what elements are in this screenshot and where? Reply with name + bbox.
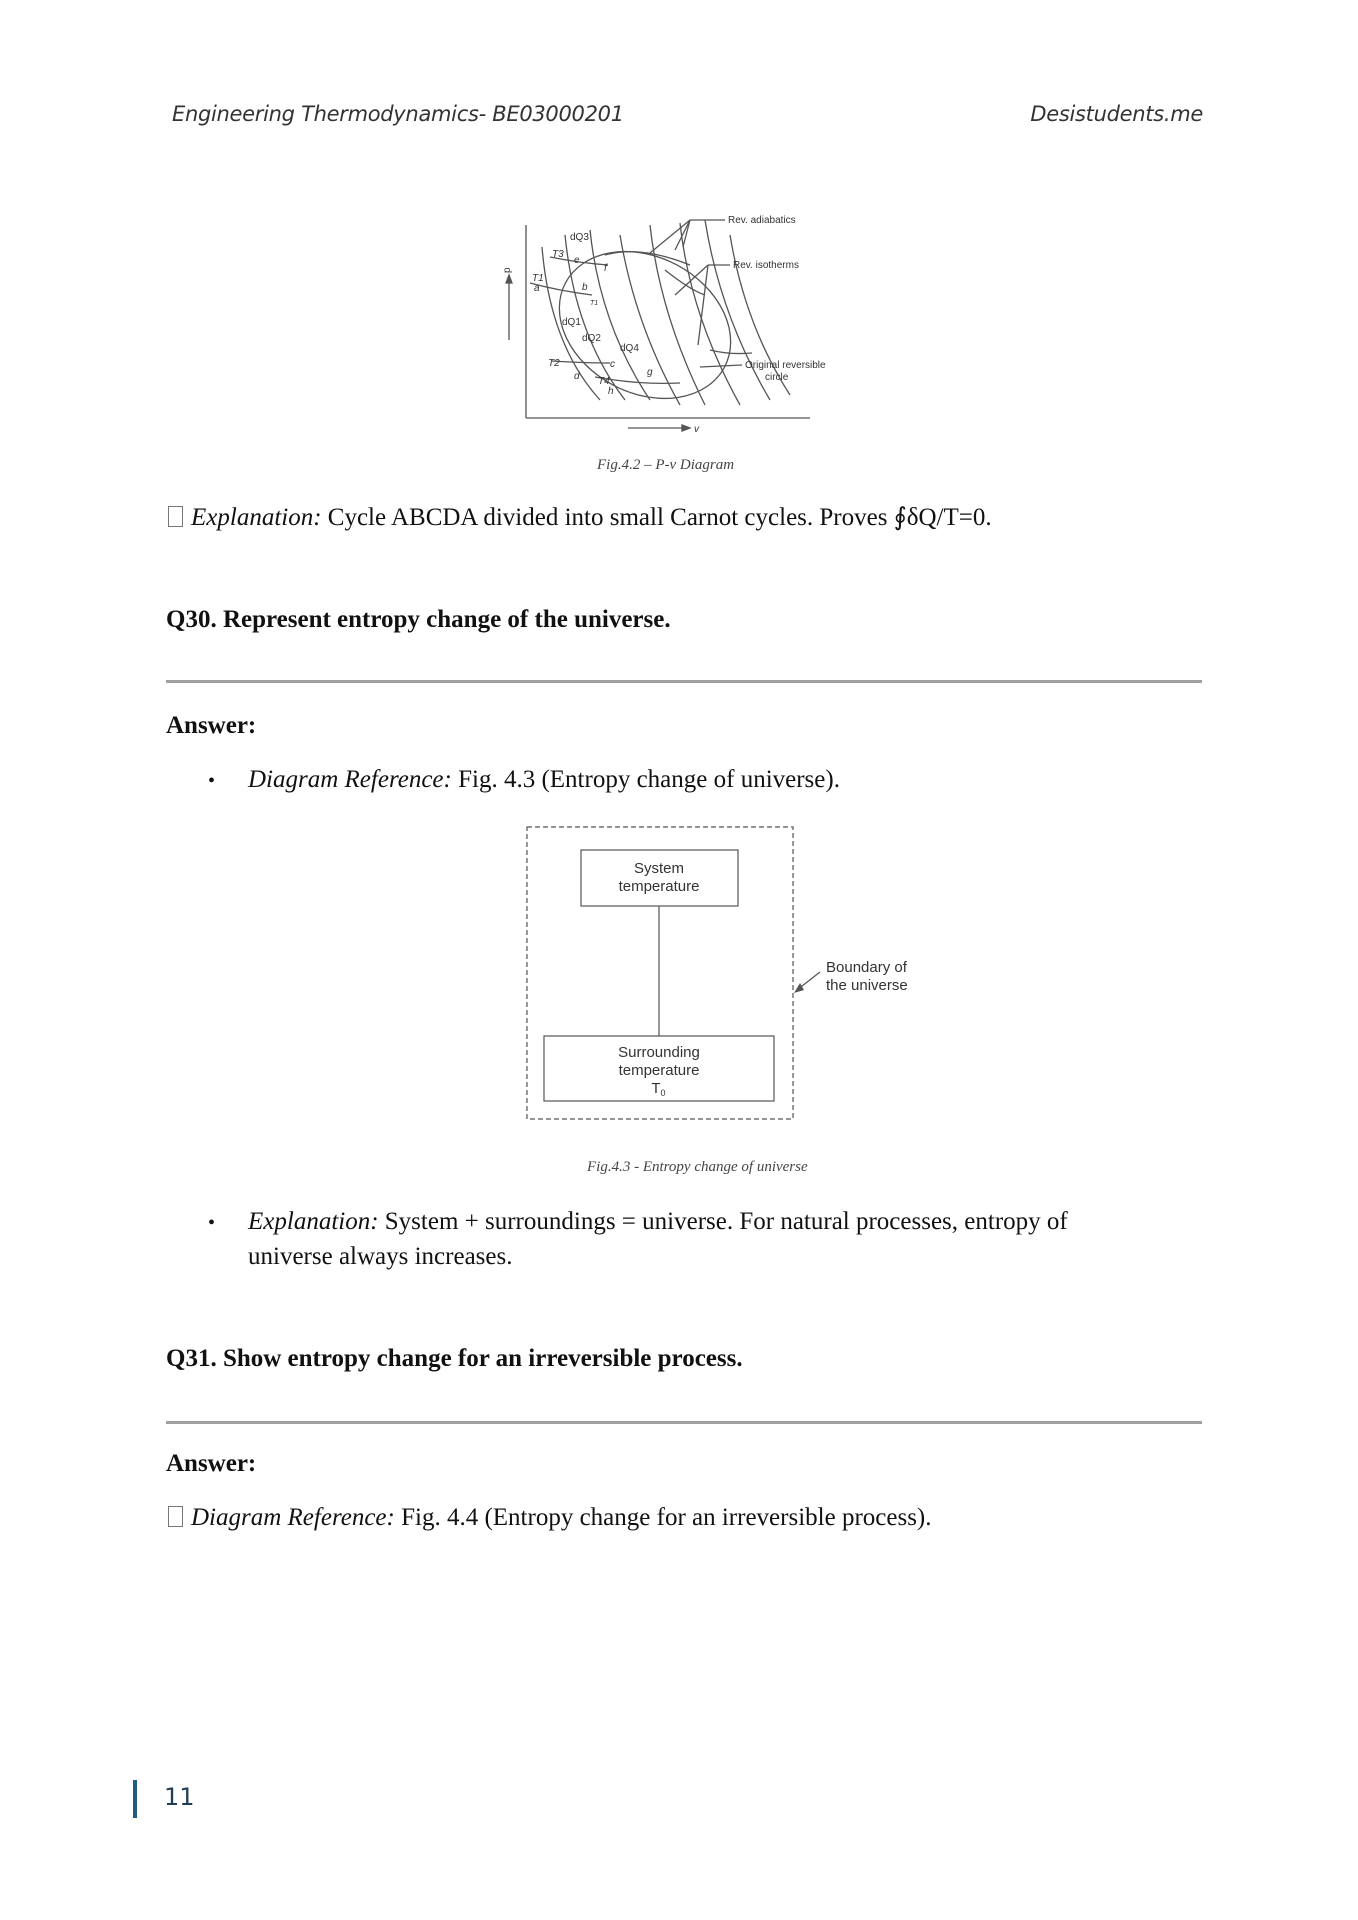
surr-label-2: temperature — [618, 1062, 700, 1079]
q31-heading: Q31. Show entropy change for an irreversible process. — [166, 1345, 743, 1372]
adiabatic-6 — [680, 223, 740, 405]
adiabatic-7 — [705, 220, 770, 400]
fig43-caption: Fig.4.3 - Entropy change of universe — [587, 1159, 808, 1175]
label-dq2: dQ2 — [582, 333, 601, 344]
q30-bullet-2 — [208, 1205, 215, 1240]
boundary-arrow-head — [794, 983, 804, 993]
v-arrow-head — [682, 425, 690, 431]
bullet-dot: • — [208, 770, 216, 792]
q31-ref-text: Fig. 4.4 (Entropy change for an irreversible process). — [394, 1504, 932, 1531]
label-d: d — [574, 371, 580, 382]
callout-circle-1: Original reversible — [745, 360, 826, 371]
boundary-label-1: Boundary of — [826, 959, 907, 976]
explanation-2-text-cont: universe always increases. — [248, 1243, 513, 1270]
adiabatic-8 — [730, 235, 790, 395]
v-axis-label: v — [694, 424, 699, 435]
label-t2: T2 — [548, 358, 560, 369]
label-h: h — [608, 386, 614, 397]
missing-glyph-icon — [168, 1506, 183, 1527]
bullet-dot: • — [208, 1212, 216, 1234]
p-axis-label: p — [502, 267, 513, 273]
label-dq1: dQ1 — [562, 317, 581, 328]
q31-ref-label: Diagram Reference: — [191, 1504, 395, 1531]
diagram-ref-text: Fig. 4.3 (Entropy change of universe). — [451, 766, 840, 793]
system-label-1: System — [633, 860, 685, 877]
p-arrow-head — [506, 275, 512, 283]
explanation-2-text: System + surroundings = universe. For natural processes, entropy of — [378, 1208, 1068, 1235]
universe-diagram — [500, 820, 960, 1190]
q31-divider — [166, 1421, 1202, 1424]
label-t3: T3 — [552, 249, 564, 260]
label-t4: T4 — [598, 376, 610, 387]
isotherm-rlow — [710, 350, 752, 354]
system-label-2: temperature — [618, 878, 700, 895]
label-dq4: dQ4 — [620, 343, 639, 354]
explanation-2-label: Explanation: — [248, 1208, 379, 1235]
adiabatic-5 — [650, 225, 705, 405]
adiabatic-4 — [620, 235, 680, 405]
label-g: g — [647, 367, 653, 378]
q31-diagram-ref — [168, 1501, 932, 1535]
surr-label-sub: 0 — [660, 1088, 666, 1098]
pv-diagram — [490, 195, 890, 485]
label-a: a — [534, 283, 540, 294]
header-title: Engineering Thermodynamics- BE03000201 — [172, 102, 624, 126]
page-number-accent-bar — [133, 1780, 137, 1818]
header-site: Desistudents.me — [1030, 102, 1203, 126]
callout-circle-2: circle — [765, 372, 789, 383]
label-t1-right: T1 — [590, 300, 599, 307]
explanation-1 — [168, 501, 992, 535]
label-f: f — [604, 263, 607, 274]
page-number: 11 — [164, 1783, 195, 1811]
callout-isotherms: Rev. isotherms — [733, 260, 799, 271]
q30-bullet-1 — [208, 763, 215, 798]
q30-bullet-2-text — [248, 1205, 1068, 1239]
q30-bullet-1-text — [248, 763, 840, 797]
fig42-caption: Fig.4.2 – P-v Diagram — [597, 457, 735, 473]
boundary-label-2: the universe — [826, 977, 908, 994]
label-e: e — [574, 255, 580, 266]
missing-glyph-icon — [168, 506, 183, 527]
q30-answer-label: Answer: — [166, 712, 257, 739]
q31-answer-label: Answer: — [166, 1450, 257, 1477]
label-b: b — [582, 282, 588, 293]
callout-adiabatics: Rev. adiabatics — [728, 215, 796, 226]
label-c: c — [610, 359, 615, 370]
surr-label-3: T — [651, 1080, 661, 1097]
diagram-ref-label: Diagram Reference: — [248, 766, 452, 793]
q30-heading: Q30. Represent entropy change of the universe. — [166, 606, 671, 633]
surr-label-1: Surrounding — [618, 1044, 700, 1061]
explanation-1-label: Explanation: — [191, 504, 322, 531]
explanation-1-text: Cycle ABCDA divided into small Carnot cycles. Proves ∮δQ/T=0. — [321, 504, 992, 531]
q30-divider — [166, 680, 1202, 683]
label-t1-left: T1 — [532, 273, 544, 284]
label-dq3: dQ3 — [570, 232, 589, 243]
